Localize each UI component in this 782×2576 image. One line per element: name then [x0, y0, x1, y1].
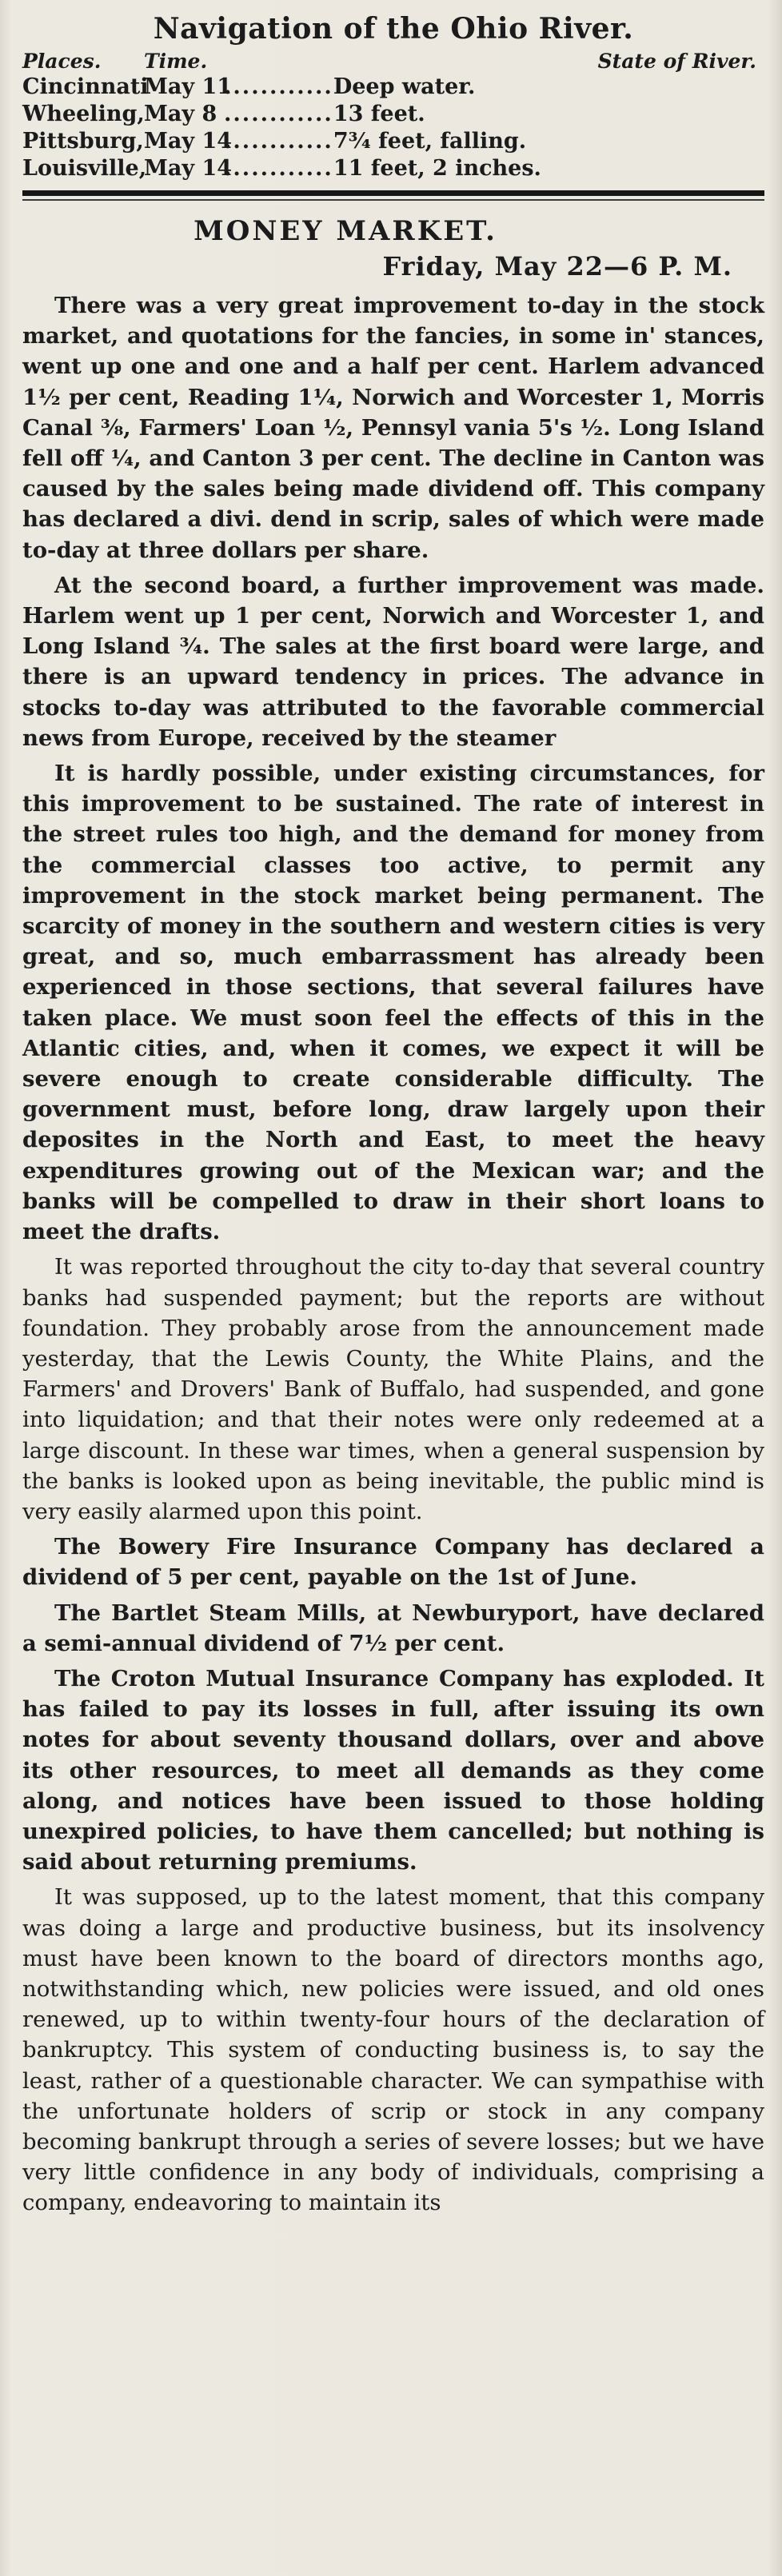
row-place: Pittsburg, [22, 129, 144, 154]
navigation-table [22, 50, 764, 182]
row-state: 7¾ feet, falling. [333, 129, 527, 154]
row-state-cell [224, 101, 764, 128]
row-state-cell [224, 128, 764, 155]
row-state: Deep water. [333, 74, 476, 99]
article-paragraph: It was reported throughout the city to-day that several country banks had suspended payment; but the reports are without foundation. They probably arose from the announcement made yesterday, that the Lewis County, the White Plains, and the Farmers' and Drovers' Bank of Buffalo, had suspended, and gone into liquidation; and that their notes were only redeemed at a large discount. In these war times, when a general suspension by the banks is looked upon as being inevitable, the public mind is very easily alarmed upon this point. [22, 1254, 764, 1524]
article-paragraph: The Croton Mutual Insurance Company has exploded. It has failed to pay its losses in full, after issuing its own notes for about seventy thousand dollars, over and above its other resources, to meet all demands as they come along, and notices have been issued to those holding unexpired policies, to have them cancelled; but nothing is said about returning premiums. [22, 1665, 764, 1875]
row-place: Cincinnati [22, 74, 149, 99]
article-paragraph: It is hardly possible, under existing circumstances, for this improvement to be sustained. The rate of interest in the street rules too high, and the demand for money from the commercial classes too active, to permit any improvement in the stock market being permanent. The scarcity of money in the southern and western cities is very great, and so, much embarrassment has already been experienced in those sections, that several failures have taken place. We must soon feel the effects of this in the Atlantic cities, and, when it comes, we expect it will be severe enough to create considerable difficulty. The government must, before long, draw largely upon their deposites in the North and East, to meet the heavy expenditures growing out of the Mexican war; and the banks will be compelled to draw in their short loans to meet the drafts. [22, 761, 764, 1245]
row-place: Louisville, [22, 156, 147, 181]
row-time: May 11 [144, 74, 233, 99]
row-state-cell [224, 155, 764, 182]
row-leader-dots: ............ [224, 74, 333, 99]
navigation-title: Navigation of the Ohio River. [153, 12, 634, 46]
section-divider-thin [22, 199, 764, 201]
row-state: 13 feet. [333, 102, 425, 126]
navigation-row [22, 74, 764, 101]
row-place: Wheeling, [22, 102, 145, 126]
navigation-row [22, 128, 764, 155]
header-state-of-river: State of River. [597, 50, 756, 73]
article-paragraph: The Bowery Fire Insurance Company has declared a dividend of 5 per cent, payable on the 1st of June. [22, 1534, 764, 1591]
row-state-cell [224, 74, 764, 101]
row-time: May 8 [144, 102, 217, 126]
navigation-row [22, 101, 764, 128]
section-divider-thick [22, 190, 764, 196]
navigation-header-row [22, 50, 764, 74]
row-leader-dots: ............ [224, 156, 333, 181]
money-market-dateline: Friday, May 22—6 P. M. [382, 251, 732, 282]
row-time: May 14 [144, 156, 233, 181]
row-time: May 14 [144, 129, 233, 154]
article-paragraph: At the second board, a further improvement was made. Harlem went up 1 per cent, Norwich and Worcester 1, and Long Island ¾. The sales at the first board were large, and there is an upward tendency in prices. The advance in stocks to-day was attributed to the favorable commercial news from Europe, received by the steamer [22, 572, 764, 751]
header-time: Time. [144, 50, 208, 73]
row-leader-dots: ............ [224, 102, 333, 126]
navigation-row [22, 155, 764, 182]
money-market-title: MONEY MARKET. [194, 215, 497, 247]
row-leader-dots: ............ [224, 129, 333, 154]
row-state: 11 feet, 2 inches. [333, 156, 541, 181]
article-paragraph: The Bartlet Steam Mills, at Newburyport, have declared a semi-annual dividend of 7½ per cent. [22, 1600, 764, 1656]
money-market-section [22, 215, 764, 2219]
article-paragraph: There was a very great improvement to-day in the stock market, and quotations for the fancies, in some in' stances, went up one and one and a half per cent. Harlem advanced 1½ per cent, Reading 1¼, Norwich and Worcester 1, Morris Canal ⅜, Farmers' Loan ½, Pennsyl vania 5's ½. Long Island fell off ¼, and Canton 3 per cent. The decline in Canton was caused by the sales being made dividend off. This company has declared a divi. dend in scrip, sales of which were made to-day at three dollars per share. [22, 293, 764, 563]
header-places: Places. [22, 50, 102, 73]
ohio-river-navigation-section [22, 11, 764, 182]
article-paragraph: It was supposed, up to the latest moment, that this company was doing a large and productive business, but its insolvency must have been known to the board of directors months ago, notwithstanding which, new policies were issued, and old ones renewed, up to within twenty-four hours of the declaration of bankruptcy. This system of conducting business is, to say the least, rather of a questionable character. We can sympathise with the unfortunate holders of scrip or stock in any company becoming bankrupt through a series of severe losses; but we have very little confidence in any body of individuals, comprising a company, endeavoring to maintain its [22, 1884, 764, 2216]
